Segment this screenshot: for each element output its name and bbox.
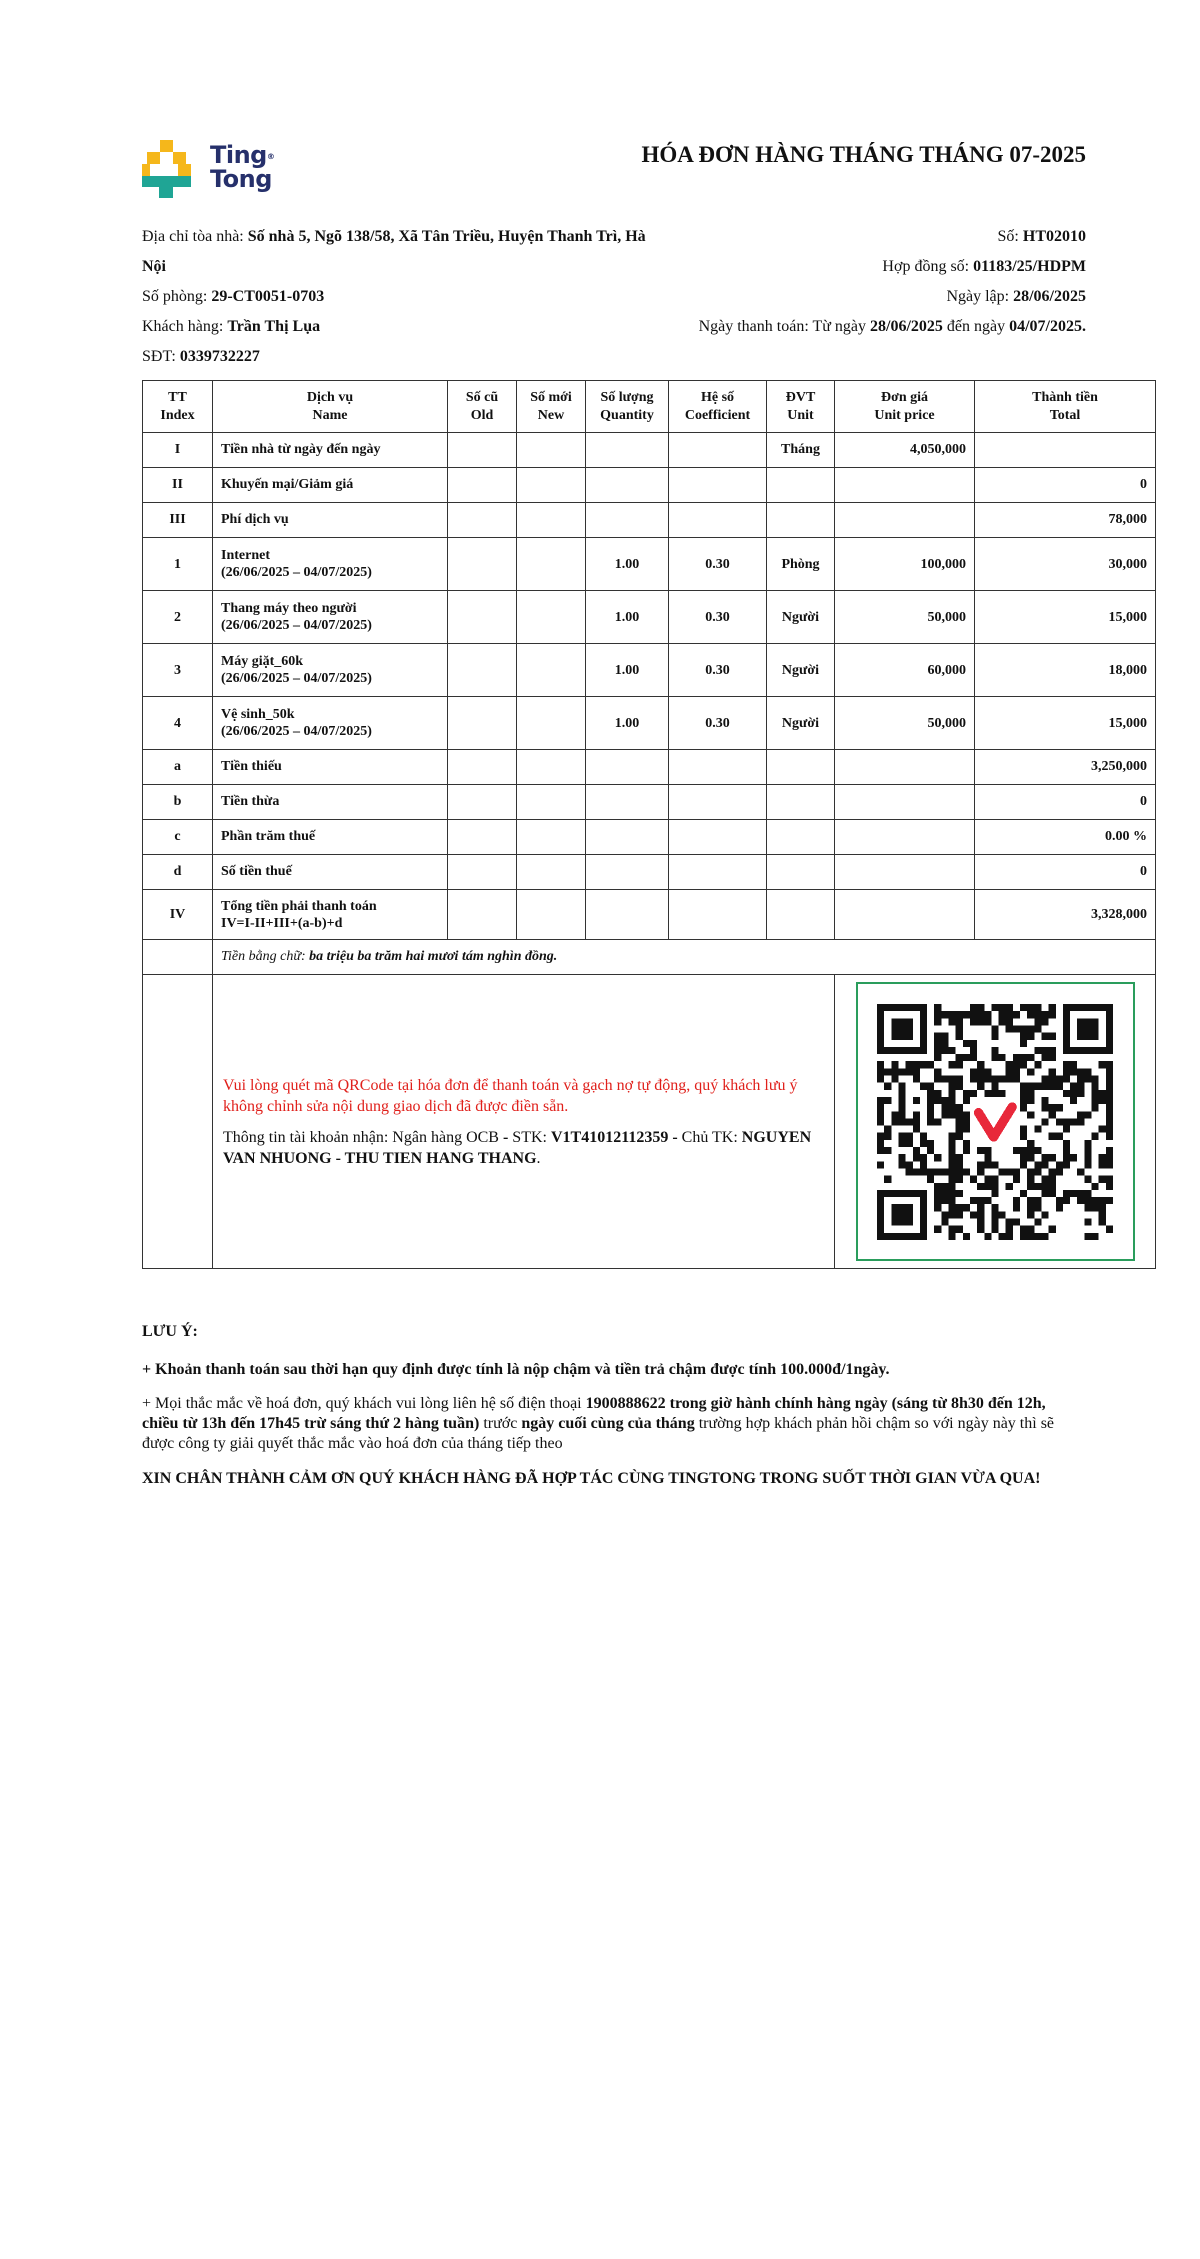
column-header: [586, 381, 669, 433]
cell-unit: [767, 468, 835, 503]
cell-qty: 1.00: [586, 697, 669, 750]
contact-note: [142, 1394, 1062, 1454]
contract-number: [526, 252, 1086, 282]
cell-unit: Người: [767, 644, 835, 697]
invoice-table: [142, 380, 1156, 1269]
cell-total: 3,250,000: [975, 750, 1156, 785]
cell-name: [213, 644, 448, 697]
column-header-vi: ĐVT: [785, 389, 816, 405]
column-header-vi: Số mới: [530, 389, 572, 405]
column-header-vi: Số lượng: [600, 389, 654, 405]
cell-qty: 1.00: [586, 591, 669, 644]
service-name: Internet: [221, 548, 270, 563]
cell-qty: [586, 433, 669, 468]
address-label: Địa chỉ tòa nhà:: [142, 228, 248, 245]
amount-in-words: [213, 940, 1156, 975]
amount-in-words-row: [143, 940, 1156, 975]
cell-new: [517, 890, 586, 940]
cell-unit: Tháng: [767, 433, 835, 468]
cell-old: [448, 855, 517, 890]
contact-note-d: ngày cuối cùng của tháng: [521, 1415, 695, 1432]
thank-you-message: XIN CHÂN THÀNH CẢM ƠN QUÝ KHÁCH HÀNG ĐÃ HỢP TÁC CÙNG TINGTONG TRONG SUỐT THỜI GIAN VỪA QUA!: [142, 1470, 1041, 1487]
logo-wordmark: [210, 143, 274, 191]
service-period: IV=I-II+III+(a-b)+d: [221, 915, 343, 931]
number-value: HT02010: [1022, 228, 1086, 245]
account-bank: Thông tin tài khoản nhận: Ngân hàng OCB: [223, 1128, 503, 1146]
cell-index: d: [143, 855, 213, 890]
cell-unit: [767, 503, 835, 538]
cell-index: I: [143, 433, 213, 468]
cell-name: [213, 433, 448, 468]
column-header-en: Unit price: [874, 407, 935, 423]
column-header-en: Name: [312, 407, 348, 423]
service-name: Phần trăm thuế: [221, 829, 316, 844]
table-row: [143, 538, 1156, 591]
cell-total: [975, 433, 1156, 468]
cell-qty: [586, 820, 669, 855]
column-header: [669, 381, 767, 433]
service-period: (26/06/2025 – 04/07/2025): [221, 724, 372, 739]
words-value: ba triệu ba trăm hai mươi tám nghìn đồng.: [309, 949, 558, 964]
service-name: Vệ sinh_50k: [221, 707, 295, 722]
cell-unit: [767, 785, 835, 820]
cell-price: [835, 503, 975, 538]
cell-price: [835, 785, 975, 820]
column-header: [448, 381, 517, 433]
table-row: [143, 433, 1156, 468]
cell-total: 15,000: [975, 697, 1156, 750]
cell-index: 2: [143, 591, 213, 644]
cell-unit: Người: [767, 591, 835, 644]
cell-new: [517, 468, 586, 503]
column-header: [213, 381, 448, 433]
cell-new: [517, 644, 586, 697]
payment-to: 04/07/2025.: [1009, 318, 1086, 335]
column-header-vi: Số cũ: [465, 389, 499, 405]
room-value: 29-CT0051-0703: [211, 288, 325, 305]
cell-unit: Người: [767, 697, 835, 750]
qr-frame: [856, 982, 1135, 1261]
cell-new: [517, 750, 586, 785]
cell-coef: 0.30: [669, 644, 767, 697]
cell-new: [517, 785, 586, 820]
cell-old: [448, 697, 517, 750]
cell-index: a: [143, 750, 213, 785]
cell-unit: [767, 855, 835, 890]
qr-modules: [877, 1004, 1113, 1240]
cell-name: [213, 820, 448, 855]
cell-total: 18,000: [975, 644, 1156, 697]
service-period: (26/06/2025 – 04/07/2025): [221, 618, 372, 633]
late-payment-note: + Khoản thanh toán sau thời hạn quy định được tính là nộp chậm và tiền trả chậm được tính 100.000đ/1ngày.: [142, 1361, 890, 1378]
cell-qty: [586, 750, 669, 785]
account-holder: NGUYEN VAN NHUONG - THU TIEN HANG THANG: [223, 1128, 812, 1167]
customer-label: Khách hàng:: [142, 318, 228, 335]
cell-index: III: [143, 503, 213, 538]
account-holder-label: Chủ TK:: [681, 1128, 742, 1146]
cell-coef: [669, 433, 767, 468]
service-period: (26/06/2025 – 04/07/2025): [221, 565, 372, 580]
cell-old: [448, 503, 517, 538]
account-info: [223, 1127, 824, 1169]
column-header: [835, 381, 975, 433]
contract-value: 01183/25/HDPM: [973, 258, 1086, 275]
column-header-en: New: [537, 407, 565, 423]
service-name: Máy giặt_60k: [221, 654, 304, 669]
column-header-vi: Dịch vụ: [306, 389, 354, 405]
column-header: [767, 381, 835, 433]
cell-total: 78,000: [975, 503, 1156, 538]
cell-total: 0.00 %: [975, 820, 1156, 855]
service-name: Tổng tiền phải thanh toán: [221, 898, 377, 914]
column-header-en: Coefficient: [684, 407, 751, 423]
table-row: [143, 697, 1156, 750]
cell-name: [213, 591, 448, 644]
cell-index: 4: [143, 697, 213, 750]
cell-name: [213, 890, 448, 940]
cell-new: [517, 591, 586, 644]
account-dash: -: [668, 1128, 682, 1146]
cell-new: [517, 538, 586, 591]
invoice-number: [526, 222, 1086, 252]
cell-coef: 0.30: [669, 697, 767, 750]
cell-old: [448, 820, 517, 855]
cell-price: 50,000: [835, 697, 975, 750]
cell-old: [448, 433, 517, 468]
cell-index: 3: [143, 644, 213, 697]
column-header-vi: TT: [168, 389, 187, 405]
logo-line1: Ting: [210, 141, 267, 169]
words-label: Tiền bằng chữ:: [221, 949, 310, 964]
table-header-row: [143, 381, 1156, 433]
cell-new: [517, 697, 586, 750]
table-row: [143, 468, 1156, 503]
cell-price: 50,000: [835, 591, 975, 644]
cell-price: [835, 468, 975, 503]
cell-index: b: [143, 785, 213, 820]
cell-old: [448, 890, 517, 940]
invoice-title: HÓA ĐƠN HÀNG THÁNG THÁNG 07-2025: [641, 142, 1086, 167]
logo-line2: Tong: [210, 165, 272, 193]
cell-coef: [669, 785, 767, 820]
notes-heading: LƯU Ý:: [142, 1323, 198, 1340]
cell-price: [835, 750, 975, 785]
cell-index: c: [143, 820, 213, 855]
payment-label: Ngày thanh toán: Từ ngày: [698, 318, 871, 335]
cell-total: 15,000: [975, 591, 1156, 644]
qr-instruction: Vui lòng quét mã QRCode tại hóa đơn để thanh toán và gạch nợ tự động, quý khách lưu ý không chỉnh sửa nội dung giao dịch đã được điền sẵn.: [223, 1076, 798, 1115]
service-name: Khuyến mại/Giảm giá: [221, 477, 354, 492]
cell-price: 60,000: [835, 644, 975, 697]
cell-price: [835, 820, 975, 855]
cell-total: 0: [975, 855, 1156, 890]
contact-note-e: trường hợp khách phản hồi chậm so với ngày này thì sẽ được công ty giải quyết thắc mắc vào hoá đơn của tháng tiếp theo: [142, 1415, 1055, 1452]
cell-qty: [586, 785, 669, 820]
room-label: Số phòng:: [142, 288, 212, 305]
column-header: [517, 381, 586, 433]
logo-registered: ®: [266, 152, 275, 161]
cell-total: 30,000: [975, 538, 1156, 591]
qr-code-icon[interactable]: [877, 1004, 1113, 1240]
customer-value: Trần Thị Lụa: [227, 318, 321, 335]
payment-qr-row: [143, 975, 1156, 1269]
cell-old: [448, 750, 517, 785]
cell-name: [213, 855, 448, 890]
payment-from: 28/06/2025: [870, 318, 943, 335]
created-value: 28/06/2025: [1013, 288, 1086, 305]
cell-coef: [669, 855, 767, 890]
cell-qty: 1.00: [586, 644, 669, 697]
service-name: Số tiền thuế: [221, 864, 292, 879]
account-end: .: [536, 1149, 541, 1167]
account-stk-label: STK:: [512, 1128, 551, 1146]
table-row: [143, 855, 1156, 890]
cell-coef: 0.30: [669, 591, 767, 644]
column-header-en: Unit: [787, 407, 814, 423]
phone-label: SĐT:: [142, 348, 180, 365]
qr-cell: [835, 975, 1156, 1269]
cell-index: 1: [143, 538, 213, 591]
service-name: Tiền thiếu: [221, 759, 282, 774]
contact-note-c: trước: [479, 1415, 522, 1432]
cell-coef: [669, 820, 767, 855]
contract-label: Hợp đồng số:: [882, 258, 974, 275]
column-header-en: Old: [470, 407, 494, 423]
payment-mid: đến ngày: [942, 318, 1010, 335]
account-number: V1T41012112359: [550, 1128, 669, 1146]
created-date: [526, 282, 1086, 312]
cell-old: [448, 538, 517, 591]
cell-name: [213, 697, 448, 750]
cell-price: 100,000: [835, 538, 975, 591]
column-header-vi: Thành tiền: [1032, 389, 1098, 405]
cell-old: [448, 591, 517, 644]
cell-unit: [767, 750, 835, 785]
cell-name: [213, 468, 448, 503]
column-header-vi: Hệ số: [700, 389, 735, 405]
account-dash: -: [502, 1128, 513, 1146]
cell-price: 4,050,000: [835, 433, 975, 468]
contact-note-a: + Mọi thắc mắc về hoá đơn, quý khách vui lòng liên hệ số điện thoại: [142, 1395, 586, 1412]
cell-qty: [586, 503, 669, 538]
cell-unit: [767, 820, 835, 855]
phone-value: 0339732227: [179, 348, 260, 365]
cell-name: [213, 785, 448, 820]
invoice-meta: [526, 222, 1086, 342]
table-row: [143, 785, 1156, 820]
payment-period: [526, 312, 1086, 342]
payment-instructions: [213, 975, 835, 1269]
cell-new: [517, 855, 586, 890]
cell-qty: [586, 890, 669, 940]
customer-phone: [142, 342, 662, 372]
cell-name: [213, 503, 448, 538]
column-header-vi: Đơn giá: [880, 389, 929, 405]
cell-old: [448, 644, 517, 697]
cell-unit: Phòng: [767, 538, 835, 591]
cell-coef: [669, 468, 767, 503]
table-row: [143, 644, 1156, 697]
cell-name: [213, 538, 448, 591]
column-header-en: Total: [1049, 407, 1081, 423]
cell-new: [517, 503, 586, 538]
cell-price: [835, 855, 975, 890]
cell-old: [448, 785, 517, 820]
column-header: [143, 381, 213, 433]
cell-coef: [669, 750, 767, 785]
cell-qty: [586, 468, 669, 503]
address-value: Số nhà 5, Ngõ 138/58, Xã Tân Triều, Huyện Thanh Trì, Hà Nội: [142, 228, 646, 275]
created-label: Ngày lập:: [946, 288, 1014, 305]
tingtong-logo: [142, 140, 282, 200]
cell-new: [517, 820, 586, 855]
cell-qty: 1.00: [586, 538, 669, 591]
cell-coef: [669, 890, 767, 940]
cell-coef: [669, 503, 767, 538]
service-name: Tiền nhà từ ngày đến ngày: [221, 442, 381, 457]
column-header-en: Quantity: [600, 407, 654, 423]
table-row: [143, 750, 1156, 785]
cell-price: [835, 890, 975, 940]
table-row: [143, 591, 1156, 644]
service-name: Phí dịch vụ: [221, 512, 289, 527]
cell-old: [448, 468, 517, 503]
cell-name: [213, 750, 448, 785]
service-period: (26/06/2025 – 04/07/2025): [221, 671, 372, 686]
cell-qty: [586, 855, 669, 890]
column-header: [975, 381, 1156, 433]
bank-logo-icon: [979, 1106, 1013, 1136]
cell-index: IV: [143, 890, 213, 940]
number-label: Số:: [997, 228, 1023, 245]
cell-unit: [767, 890, 835, 940]
table-row: [143, 503, 1156, 538]
empty-cell: [143, 940, 213, 975]
column-header-en: Index: [160, 407, 195, 423]
cell-coef: 0.30: [669, 538, 767, 591]
service-name: Tiền thừa: [221, 794, 280, 809]
cell-total: 0: [975, 785, 1156, 820]
cell-total: 3,328,000: [975, 890, 1156, 940]
cell-index: II: [143, 468, 213, 503]
contact-note-b: 1900888622 trong giờ hành chính hàng ngày (sáng từ 8h30 đến 12h, chiều từ 13h đến 17h45 trừ sáng thứ 2 hàng tuần): [142, 1395, 1046, 1432]
notes-section: [142, 1322, 1062, 1489]
cell-total: 0: [975, 468, 1156, 503]
empty-cell: [143, 975, 213, 1269]
cell-new: [517, 433, 586, 468]
table-row: [143, 890, 1156, 940]
service-name: Thang máy theo người: [221, 601, 357, 616]
table-row: [143, 820, 1156, 855]
